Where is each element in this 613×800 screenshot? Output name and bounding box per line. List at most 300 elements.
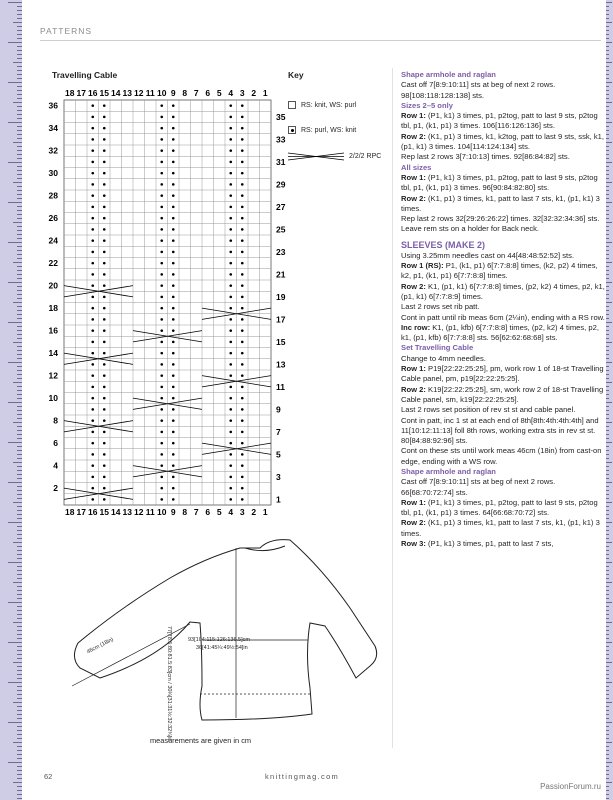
ruler-tick — [606, 418, 609, 419]
ruler-tick — [17, 298, 22, 299]
instruction-row — [401, 111, 606, 132]
ruler-tick — [17, 166, 22, 167]
row-number: 28 — [48, 190, 58, 201]
row-text: (K1, p1) 3 times, k1, patt to last 7 sts, k1, (p1, k1) 3 times. — [401, 518, 600, 538]
row-number: 8 — [53, 415, 58, 426]
instruction-row — [401, 282, 606, 303]
purl-dot — [229, 329, 232, 332]
purl-dot — [103, 408, 106, 411]
purl-dot — [241, 161, 244, 164]
ruler-tick — [606, 18, 609, 19]
row-label: Row 1 (RS): — [401, 261, 444, 271]
column-number: 7 — [193, 88, 199, 98]
ruler-tick — [606, 170, 609, 171]
purl-dot — [103, 431, 106, 434]
purl-dot — [229, 206, 232, 209]
ruler-tick — [606, 210, 609, 211]
purl-dot — [160, 352, 163, 355]
ruler-tick — [17, 6, 22, 7]
ruler-tick — [606, 234, 609, 235]
ruler-tick — [606, 310, 609, 311]
ruler-tick — [17, 798, 22, 799]
purl-dot — [241, 296, 244, 299]
purl-dot — [103, 296, 106, 299]
row-number: 12 — [48, 370, 58, 381]
ruler-tick — [17, 606, 22, 607]
ruler-tick — [8, 242, 22, 243]
ruler-tick — [17, 230, 22, 231]
ruler-tick — [606, 314, 609, 315]
row-number: 11 — [276, 381, 285, 392]
ruler-tick — [17, 126, 22, 127]
purl-dot — [160, 386, 163, 389]
ruler-tick — [606, 90, 609, 91]
column-number: 15 — [99, 507, 109, 517]
purl-dot — [172, 161, 175, 164]
row-text: P1, (k1, p1) 6[7:7:8:8] times, (k2, p2) 4 times, k2, p1, (k1, p1) 6[7:7:8:8] times. — [401, 261, 598, 281]
row-label: Inc row: — [401, 322, 431, 332]
purl-dot — [241, 251, 244, 254]
purl-dot — [103, 183, 106, 186]
ruler-tick — [606, 10, 609, 11]
ruler-tick — [17, 718, 22, 719]
purl-dot — [229, 408, 232, 411]
purl-dot — [103, 386, 106, 389]
ruler-tick — [606, 270, 609, 271]
ruler-tick — [606, 190, 609, 191]
purl-dot — [172, 487, 175, 490]
instruction-text: Rep last 2 rows 3[7:10:13] times. 92[86:84:82] sts. — [401, 152, 570, 162]
ruler-tick — [17, 14, 22, 15]
ruler-tick — [17, 90, 22, 91]
key-label: RS: knit, WS: purl — [301, 101, 357, 109]
ruler-tick — [17, 34, 22, 35]
instruction-text: Cast off 7[8:9:10:11] sts at beg of next 2 rows. 98[108:118:128:138] sts. — [401, 80, 556, 100]
purl-dot — [172, 318, 175, 321]
column-number: 18 — [65, 507, 75, 517]
ruler-tick — [606, 254, 609, 255]
purl-dot — [160, 183, 163, 186]
ruler-tick — [17, 338, 22, 339]
ruler-tick — [606, 762, 612, 763]
row-number: 30 — [48, 168, 58, 179]
purl-dot — [160, 251, 163, 254]
ruler-tick — [17, 54, 22, 55]
key-item-purl — [288, 126, 356, 134]
ruler-tick — [17, 358, 22, 359]
ruler-tick — [606, 794, 609, 795]
column-number: 12 — [134, 88, 144, 98]
ruler-tick — [17, 18, 22, 19]
row-number: 6 — [53, 438, 58, 449]
purl-dot — [229, 442, 232, 445]
purl-dot — [241, 307, 244, 310]
purl-dot — [229, 239, 232, 242]
ruler-tick — [17, 666, 22, 667]
row-text: (P1, k1) 3 times, p1, patt to last 7 sts, — [425, 539, 554, 549]
page-number: 62 — [44, 772, 53, 781]
ruler-tick — [17, 286, 22, 287]
ruler-tick — [606, 118, 609, 119]
ruler-tick — [17, 670, 22, 671]
purl-dot — [241, 464, 244, 467]
ruler-tick — [606, 134, 609, 135]
ruler-tick — [606, 58, 609, 59]
ruler-tick — [8, 442, 22, 443]
ruler-tick — [17, 634, 22, 635]
ruler-tick — [17, 30, 22, 31]
watermark: PassionForum.ru — [540, 782, 601, 791]
purl-dot — [241, 138, 244, 141]
purl-dot — [103, 138, 106, 141]
ruler-tick — [17, 78, 22, 79]
ruler-tick — [606, 406, 609, 407]
ruler-tick — [606, 282, 612, 283]
row-number: 14 — [48, 348, 58, 359]
purl-dot — [103, 217, 106, 220]
ruler-tick — [606, 422, 612, 423]
purl-dot — [241, 352, 244, 355]
ruler-tick — [606, 542, 612, 543]
ruler-tick — [17, 354, 22, 355]
purl-dot — [91, 487, 94, 490]
row-label: Row 3: — [401, 539, 426, 549]
purl-dot — [241, 183, 244, 186]
ruler-tick — [606, 186, 609, 187]
ruler-tick — [17, 394, 22, 395]
purl-dot — [160, 464, 163, 467]
ruler-tick — [606, 686, 609, 687]
ruler-tick — [17, 510, 22, 511]
ruler-tick — [606, 78, 609, 79]
ruler-tick — [17, 734, 22, 735]
ruler-tick — [606, 726, 609, 727]
ruler-tick — [17, 458, 22, 459]
purl-dot — [229, 251, 232, 254]
ruler-tick — [606, 734, 609, 735]
key-title: Key — [288, 70, 304, 80]
ruler-tick — [606, 198, 609, 199]
row-number: 4 — [53, 460, 58, 471]
purl-dot — [103, 476, 106, 479]
ruler-tick — [17, 418, 22, 419]
purl-dot — [160, 239, 163, 242]
instruction-heading: All sizes — [401, 162, 432, 172]
instruction-row — [401, 132, 606, 153]
ruler-tick — [17, 314, 22, 315]
row-label: Row 2: — [401, 131, 426, 141]
purl-dot — [103, 206, 106, 209]
ruler-tick — [606, 110, 609, 111]
purl-dot — [160, 453, 163, 456]
ruler-tick — [606, 338, 609, 339]
purl-dot — [241, 453, 244, 456]
ruler-tick — [13, 622, 22, 623]
purl-dot — [172, 442, 175, 445]
purl-dot — [103, 307, 106, 310]
purl-dot — [172, 307, 175, 310]
ruler-tick — [606, 594, 609, 595]
instruction-row — [401, 194, 606, 215]
ruler-tick — [606, 318, 609, 319]
ruler-tick — [17, 618, 22, 619]
ruler-tick — [17, 730, 22, 731]
ruler-tick — [17, 746, 22, 747]
purl-dot — [241, 397, 244, 400]
purl-dot — [91, 104, 94, 107]
ruler-tick — [8, 82, 22, 83]
instruction-row — [401, 498, 606, 519]
ruler-tick — [8, 682, 22, 683]
ruler-tick — [606, 382, 612, 383]
ruler-tick — [606, 166, 609, 167]
ruler-tick — [13, 342, 22, 343]
ruler-tick — [17, 526, 22, 527]
purl-dot — [91, 273, 94, 276]
purl-dot — [160, 374, 163, 377]
purl-dot — [229, 487, 232, 490]
row-number: 9 — [276, 404, 281, 415]
purl-dot — [103, 363, 106, 366]
column-number: 12 — [134, 507, 144, 517]
purl-dot — [103, 419, 106, 422]
ruler-tick — [606, 702, 612, 703]
ruler-tick — [17, 58, 22, 59]
instruction-row — [401, 323, 606, 344]
row-number: 7 — [276, 426, 281, 437]
ruler-tick — [606, 2, 612, 3]
ruler-tick — [17, 538, 22, 539]
column-number: 14 — [111, 88, 121, 98]
ruler-tick — [606, 754, 609, 755]
purl-dot — [160, 138, 163, 141]
column-number: 1 — [262, 88, 268, 98]
purl-dot — [172, 138, 175, 141]
row-number: 5 — [276, 449, 281, 460]
ruler-tick — [606, 774, 609, 775]
purl-dot — [103, 262, 106, 265]
column-number: 15 — [99, 88, 109, 98]
ruler-tick — [17, 438, 22, 439]
ruler-tick — [606, 410, 609, 411]
row-text: K1, (p1, k1) 6[7:7:8:8] times, (p2, k2) 4 times, p2, k1, (p1, k1) 6[7:7:8:9] times. — [401, 281, 605, 301]
purl-dot — [172, 194, 175, 197]
ruler-tick — [17, 770, 22, 771]
ruler-tick — [606, 790, 609, 791]
purl-dot — [229, 363, 232, 366]
ruler-tick — [17, 94, 22, 95]
cable-cross-symbol — [288, 150, 344, 162]
purl-dot — [91, 262, 94, 265]
purl-dot — [172, 408, 175, 411]
ruler-tick — [17, 446, 22, 447]
ruler-tick — [606, 34, 609, 35]
ruler-tick — [17, 578, 22, 579]
ruler-tick — [17, 318, 22, 319]
ruler-tick — [13, 222, 22, 223]
ruler-tick — [17, 178, 22, 179]
ruler-tick — [606, 122, 612, 123]
ruler-tick — [17, 66, 22, 67]
column-number: 10 — [157, 88, 167, 98]
purl-dot — [160, 318, 163, 321]
row-text: (P1, k1) 3 times, p1, p2tog, patt to last 9 sts, p2tog tbl, p1, (k1, p1) 3 times. 96[90:84:82:80] sts. — [401, 172, 598, 193]
purl-dot — [103, 251, 106, 254]
ruler-tick — [606, 246, 609, 247]
row-label: Row 1: — [401, 111, 426, 121]
purl-dot — [160, 194, 163, 197]
ruler-tick — [17, 786, 22, 787]
column-number: 1 — [262, 507, 268, 517]
ruler-tick — [606, 658, 609, 659]
ruler-tick — [17, 490, 22, 491]
ruler-tick — [606, 334, 609, 335]
ruler-tick — [17, 414, 22, 415]
purl-dot — [241, 386, 244, 389]
column-number: 3 — [239, 88, 245, 98]
purl-dot — [172, 284, 175, 287]
ruler-tick — [606, 306, 609, 307]
ruler-tick — [606, 426, 609, 427]
ruler-tick — [606, 682, 612, 683]
ruler-tick — [17, 686, 22, 687]
ruler-tick — [606, 150, 609, 151]
column-number: 9 — [170, 88, 176, 98]
row-number: 17 — [276, 314, 286, 325]
purl-dot — [91, 228, 94, 231]
site-url: knittingmag.com — [265, 772, 340, 781]
ruler-tick — [17, 790, 22, 791]
ruler-tick — [606, 662, 612, 663]
ruler-tick — [17, 390, 22, 391]
purl-dot — [229, 284, 232, 287]
column-divider — [392, 68, 393, 748]
row-number: 36 — [48, 100, 58, 111]
header-divider — [40, 40, 601, 41]
purl-dot — [229, 431, 232, 434]
ruler-tick — [17, 234, 22, 235]
purl-dot — [241, 374, 244, 377]
purl-dot — [91, 239, 94, 242]
ruler-tick — [606, 434, 609, 435]
ruler-tick — [606, 718, 609, 719]
purl-dot — [91, 363, 94, 366]
ruler-tick — [13, 422, 22, 423]
ruler-tick — [606, 162, 612, 163]
purl-dot — [229, 116, 232, 119]
ruler-tick — [17, 294, 22, 295]
purl-dot — [241, 442, 244, 445]
ruler-tick — [606, 442, 612, 443]
ruler-tick — [17, 38, 22, 39]
purl-dot — [103, 172, 106, 175]
purl-dot — [103, 284, 106, 287]
ruler-tick — [8, 562, 22, 563]
ruler-tick — [17, 450, 22, 451]
ruler-tick — [606, 598, 609, 599]
purl-dot — [91, 498, 94, 501]
ruler-tick — [17, 278, 22, 279]
ruler-tick — [17, 554, 22, 555]
ruler-tick — [606, 510, 609, 511]
ruler-tick — [17, 154, 22, 155]
ruler-tick — [606, 206, 609, 207]
purl-dot — [160, 161, 163, 164]
ruler-tick — [606, 298, 609, 299]
instruction-text: Cast off 7[8:9:10:11] sts at beg of next 2 rows. 66[68:70:72:74] sts. — [401, 477, 556, 497]
ruler-tick — [606, 290, 609, 291]
column-number: 2 — [251, 507, 257, 517]
purl-dot — [103, 194, 106, 197]
ruler-tick — [606, 498, 609, 499]
instruction-text: Last 2 rows set position of rev st st and cable panel. — [401, 405, 576, 415]
ruler-tick — [13, 102, 22, 103]
purl-dot — [229, 183, 232, 186]
ruler-tick — [606, 394, 609, 395]
purl-dot — [103, 273, 106, 276]
purl-dot — [103, 239, 106, 242]
ruler-tick — [606, 770, 609, 771]
ruler-tick — [8, 322, 22, 323]
purl-dot — [91, 453, 94, 456]
purl-dot — [103, 104, 106, 107]
row-number: 22 — [48, 258, 58, 269]
purl-dot — [172, 206, 175, 209]
ruler-tick — [606, 674, 609, 675]
ruler-tick — [606, 358, 609, 359]
purl-dot — [241, 341, 244, 344]
ruler-tick — [606, 738, 609, 739]
row-text: (K1, p1) 3 times, k1, k2tog, patt to last 9 sts, ssk, k1, (p1, k1) 3 times. 104[114:124:134] sts. — [401, 131, 605, 152]
ruler-tick — [17, 250, 22, 251]
ruler-tick — [17, 454, 22, 455]
ruler-tick — [606, 46, 609, 47]
ruler-tick — [17, 98, 22, 99]
purl-dot — [103, 318, 106, 321]
ruler-tick — [606, 30, 609, 31]
purl-dot — [160, 476, 163, 479]
ruler-tick — [606, 746, 609, 747]
purl-dot — [241, 206, 244, 209]
row-number: 13 — [276, 359, 286, 370]
ruler-tick — [17, 374, 22, 375]
column-number: 10 — [157, 507, 167, 517]
ruler-tick — [17, 86, 22, 87]
ruler-tick — [17, 506, 22, 507]
ruler-tick — [17, 110, 22, 111]
purl-dot — [103, 442, 106, 445]
ruler-tick — [17, 566, 22, 567]
purl-dot — [172, 363, 175, 366]
chest-label: 93[104:115:126:136.5]cm — [188, 637, 250, 643]
ruler-tick — [17, 210, 22, 211]
garment-diagram — [40, 528, 385, 733]
purl-dot — [229, 149, 232, 152]
ruler-tick — [17, 494, 22, 495]
purl-dot — [103, 453, 106, 456]
purl-dot — [229, 386, 232, 389]
purl-dot — [172, 228, 175, 231]
ruler-tick — [606, 350, 609, 351]
row-number: 34 — [48, 123, 58, 134]
ruler-tick — [17, 630, 22, 631]
ruler-tick — [17, 758, 22, 759]
purl-dot — [91, 194, 94, 197]
ruler-tick — [8, 362, 22, 363]
ruler-tick — [606, 258, 609, 259]
ruler-tick — [17, 410, 22, 411]
section-heading: SLEEVES (MAKE 2) — [401, 239, 486, 250]
